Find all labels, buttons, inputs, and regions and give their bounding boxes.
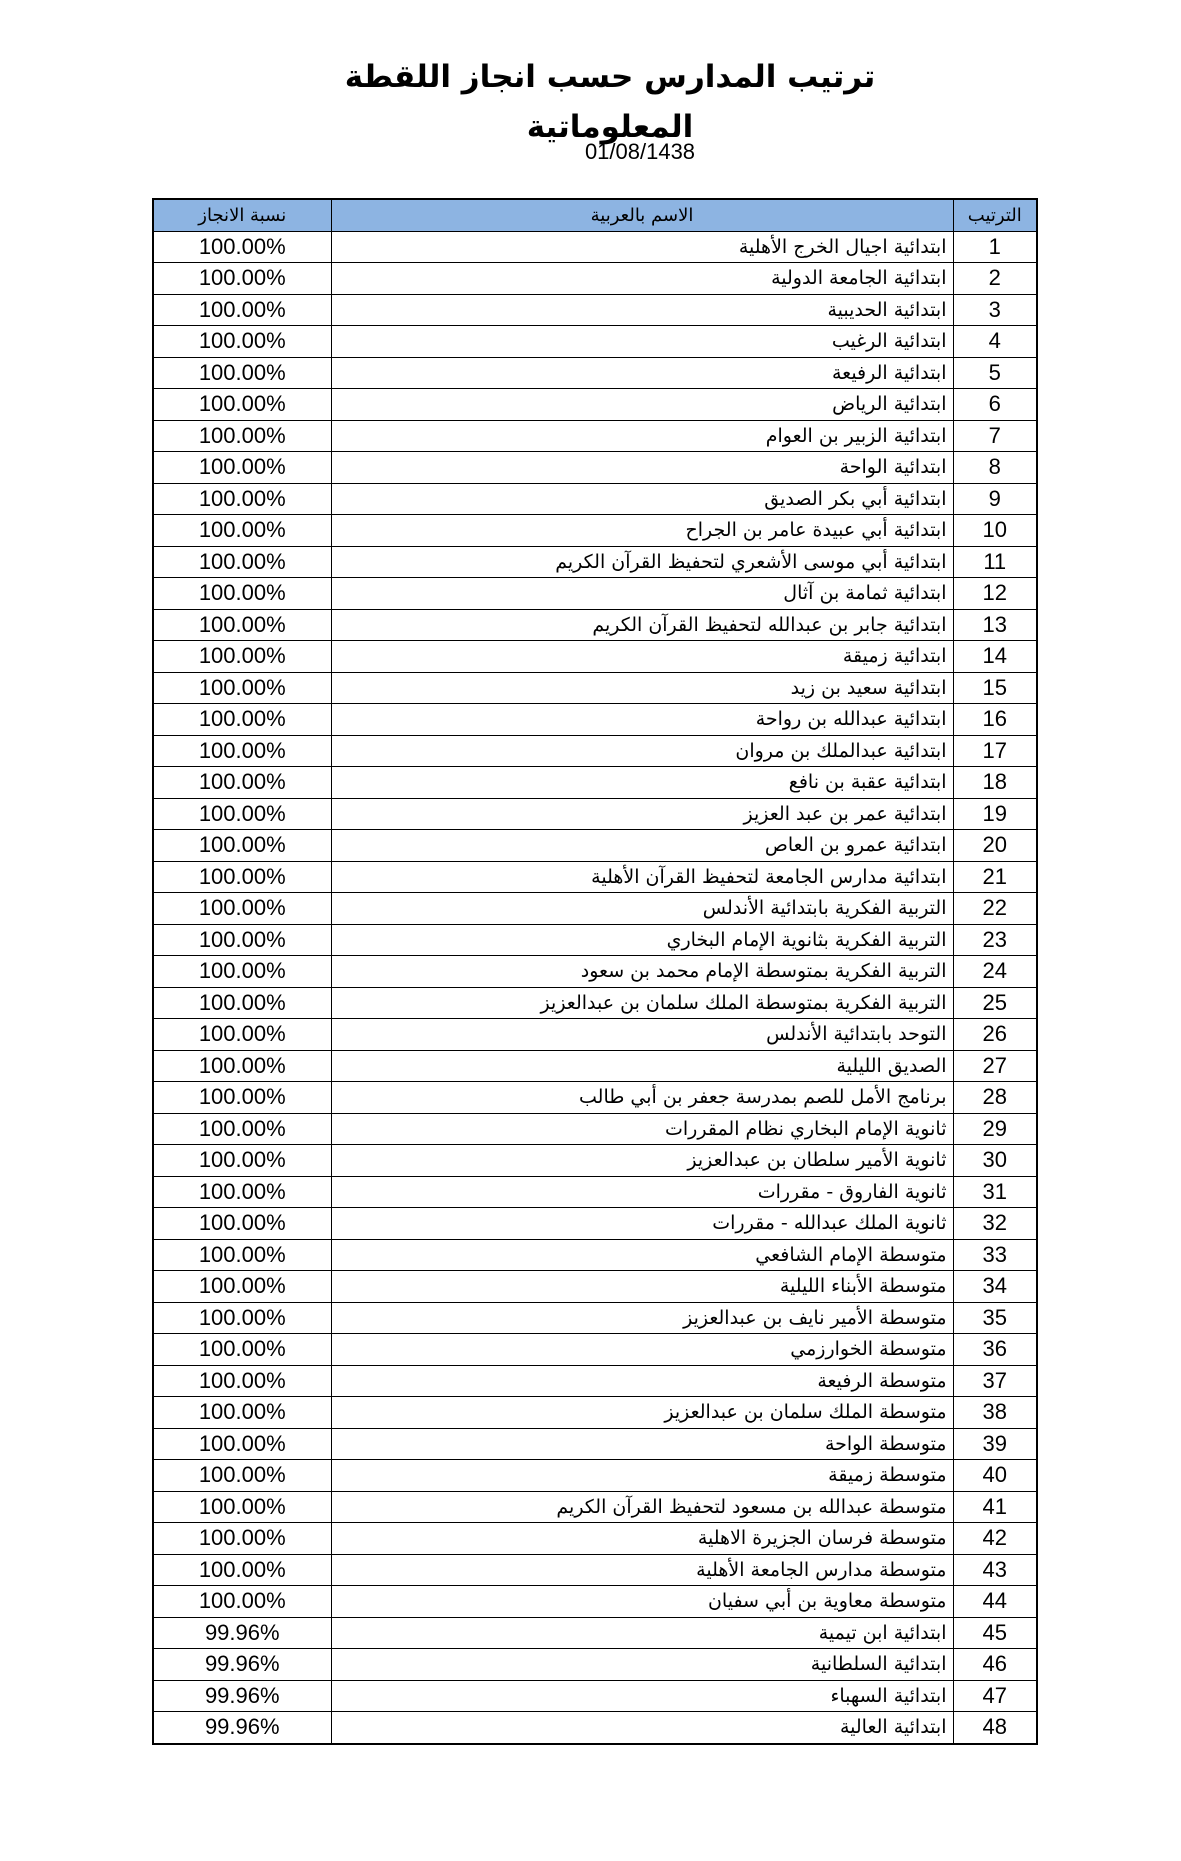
rank-cell: 40	[953, 1460, 1037, 1492]
school-name-cell: التربية الفكرية بابتدائية الأندلس	[331, 893, 953, 925]
rank-cell: 8	[953, 452, 1037, 484]
school-name-cell: متوسطة الرفيعة	[331, 1365, 953, 1397]
rank-cell: 15	[953, 672, 1037, 704]
rank-cell: 23	[953, 924, 1037, 956]
rank-cell: 16	[953, 704, 1037, 736]
report-date: 01/08/1438	[584, 139, 696, 164]
percent-cell: 100.00%	[153, 641, 331, 673]
table-row	[153, 956, 1037, 988]
percent-cell: 100.00%	[153, 1113, 331, 1145]
rank-cell: 3	[953, 294, 1037, 326]
rank-cell: 24	[953, 956, 1037, 988]
rank-cell: 1	[953, 231, 1037, 263]
school-name-cell: ابتدائية الزبير بن العوام	[331, 420, 953, 452]
school-name-cell: متوسطة الخوارزمي	[331, 1334, 953, 1366]
percent-cell: 100.00%	[153, 767, 331, 799]
school-name-cell: ابتدائية السهباء	[331, 1680, 953, 1712]
rank-cell: 47	[953, 1680, 1037, 1712]
percent-cell: 99.96%	[153, 1649, 331, 1681]
percent-cell: 100.00%	[153, 1586, 331, 1618]
percent-cell: 100.00%	[153, 452, 331, 484]
school-name-cell: متوسطة زميقة	[331, 1460, 953, 1492]
percent-cell: 100.00%	[153, 1145, 331, 1177]
table-row	[153, 326, 1037, 358]
table-row	[153, 987, 1037, 1019]
school-name-cell: ابتدائية جابر بن عبدالله لتحفيظ القرآن الكريم	[331, 609, 953, 641]
percent-cell: 100.00%	[153, 546, 331, 578]
percent-cell: 100.00%	[153, 578, 331, 610]
percent-cell: 99.96%	[153, 1712, 331, 1744]
school-name-cell: ابتدائية أبي موسى الأشعري لتحفيظ القرآن الكريم	[331, 546, 953, 578]
table-row	[153, 263, 1037, 295]
table-row	[153, 420, 1037, 452]
rank-cell: 31	[953, 1176, 1037, 1208]
table-row	[153, 578, 1037, 610]
school-name-cell: ابتدائية ثمامة بن آثال	[331, 578, 953, 610]
percent-cell: 100.00%	[153, 704, 331, 736]
ranking-table	[152, 198, 1038, 1745]
percent-cell: 100.00%	[153, 1271, 331, 1303]
school-name-cell: ابتدائية العالية	[331, 1712, 953, 1744]
percent-cell: 100.00%	[153, 515, 331, 547]
school-name-cell: التربية الفكرية بمتوسطة الملك سلمان بن عبدالعزيز	[331, 987, 953, 1019]
school-name-cell: ابتدائية الرغيب	[331, 326, 953, 358]
table-row	[153, 830, 1037, 862]
school-name-cell: ابتدائية مدارس الجامعة لتحفيظ القرآن الأهلية	[331, 861, 953, 893]
table-row	[153, 1050, 1037, 1082]
rank-cell: 21	[953, 861, 1037, 893]
table-row	[153, 1145, 1037, 1177]
table-row	[153, 483, 1037, 515]
rank-cell: 18	[953, 767, 1037, 799]
percent-cell: 100.00%	[153, 956, 331, 988]
table-body	[153, 231, 1037, 1744]
table-row	[153, 1523, 1037, 1555]
rank-cell: 17	[953, 735, 1037, 767]
rank-cell: 2	[953, 263, 1037, 295]
table-row	[153, 1239, 1037, 1271]
percent-cell: 100.00%	[153, 1019, 331, 1051]
school-name-cell: متوسطة الواحة	[331, 1428, 953, 1460]
table-row	[153, 231, 1037, 263]
percent-cell: 100.00%	[153, 263, 331, 295]
school-name-cell: ابتدائية الرفيعة	[331, 357, 953, 389]
table-row	[153, 1491, 1037, 1523]
percent-cell: 100.00%	[153, 389, 331, 421]
school-name-cell: ابتدائية ابن تيمية	[331, 1617, 953, 1649]
rank-cell: 27	[953, 1050, 1037, 1082]
rank-cell: 28	[953, 1082, 1037, 1114]
rank-cell: 46	[953, 1649, 1037, 1681]
table-row	[153, 1176, 1037, 1208]
rank-cell: 25	[953, 987, 1037, 1019]
school-name-cell: التوحد بابتدائية الأندلس	[331, 1019, 953, 1051]
header-rank: الترتيب	[953, 199, 1037, 231]
table-row	[153, 924, 1037, 956]
percent-cell: 100.00%	[153, 1397, 331, 1429]
percent-cell: 100.00%	[153, 483, 331, 515]
percent-cell: 100.00%	[153, 420, 331, 452]
table-row	[153, 672, 1037, 704]
table-row	[153, 1617, 1037, 1649]
rank-cell: 37	[953, 1365, 1037, 1397]
school-name-cell: ثانوية الأمير سلطان بن عبدالعزيز	[331, 1145, 953, 1177]
table-row	[153, 546, 1037, 578]
school-name-cell: متوسطة الأمير نايف بن عبدالعزيز	[331, 1302, 953, 1334]
header-percent: نسبة الانجاز	[153, 199, 331, 231]
school-name-cell: برنامج الأمل للصم بمدرسة جعفر بن أبي طالب	[331, 1082, 953, 1114]
school-name-cell: ابتدائية عبدالله بن رواحة	[331, 704, 953, 736]
rank-cell: 32	[953, 1208, 1037, 1240]
rank-cell: 5	[953, 357, 1037, 389]
table-row	[153, 1554, 1037, 1586]
table-row	[153, 1082, 1037, 1114]
rank-cell: 26	[953, 1019, 1037, 1051]
table-row	[153, 767, 1037, 799]
school-name-cell: ابتدائية عمر بن عبد العزيز	[331, 798, 953, 830]
school-name-cell: ابتدائية سعيد بن زيد	[331, 672, 953, 704]
school-name-cell: متوسطة فرسان الجزيرة الاهلية	[331, 1523, 953, 1555]
percent-cell: 100.00%	[153, 1491, 331, 1523]
rank-cell: 42	[953, 1523, 1037, 1555]
table-row	[153, 609, 1037, 641]
school-name-cell: ابتدائية أبي بكر الصديق	[331, 483, 953, 515]
table-row	[153, 1586, 1037, 1618]
rank-cell: 7	[953, 420, 1037, 452]
rank-cell: 38	[953, 1397, 1037, 1429]
school-name-cell: ابتدائية السلطانية	[331, 1649, 953, 1681]
table-row	[153, 1334, 1037, 1366]
rank-cell: 30	[953, 1145, 1037, 1177]
table-header-row	[153, 199, 1037, 231]
school-name-cell: ابتدائية الرياض	[331, 389, 953, 421]
rank-cell: 39	[953, 1428, 1037, 1460]
percent-cell: 100.00%	[153, 1082, 331, 1114]
percent-cell: 100.00%	[153, 1176, 331, 1208]
table-row	[153, 515, 1037, 547]
percent-cell: 100.00%	[153, 1334, 331, 1366]
table-row	[153, 641, 1037, 673]
table-row	[153, 704, 1037, 736]
school-name-cell: الصديق الليلية	[331, 1050, 953, 1082]
table-row	[153, 1397, 1037, 1429]
table-row	[153, 1428, 1037, 1460]
school-name-cell: ابتدائية الحديبية	[331, 294, 953, 326]
school-name-cell: متوسطة الإمام الشافعي	[331, 1239, 953, 1271]
rank-cell: 14	[953, 641, 1037, 673]
table-row	[153, 1712, 1037, 1744]
school-name-cell: ثانوية الفاروق - مقررات	[331, 1176, 953, 1208]
table-row	[153, 798, 1037, 830]
rank-cell: 35	[953, 1302, 1037, 1334]
rank-cell: 22	[953, 893, 1037, 925]
school-name-cell: ابتدائية الواحة	[331, 452, 953, 484]
percent-cell: 100.00%	[153, 893, 331, 925]
percent-cell: 100.00%	[153, 1208, 331, 1240]
percent-cell: 100.00%	[153, 798, 331, 830]
percent-cell: 100.00%	[153, 735, 331, 767]
school-name-cell: متوسطة معاوية بن أبي سفيان	[331, 1586, 953, 1618]
rank-cell: 43	[953, 1554, 1037, 1586]
school-name-cell: ثانوية الملك عبدالله - مقررات	[331, 1208, 953, 1240]
percent-cell: 100.00%	[153, 1554, 331, 1586]
table-row	[153, 389, 1037, 421]
school-name-cell: متوسطة الملك سلمان بن عبدالعزيز	[331, 1397, 953, 1429]
percent-cell: 99.96%	[153, 1617, 331, 1649]
rank-cell: 4	[953, 326, 1037, 358]
school-name-cell: ابتدائية عبدالملك بن مروان	[331, 735, 953, 767]
rank-cell: 48	[953, 1712, 1037, 1744]
table-row	[153, 1208, 1037, 1240]
rank-cell: 41	[953, 1491, 1037, 1523]
rank-cell: 29	[953, 1113, 1037, 1145]
school-name-cell: التربية الفكرية بثانوية الإمام البخاري	[331, 924, 953, 956]
rank-cell: 19	[953, 798, 1037, 830]
table-row	[153, 1302, 1037, 1334]
percent-cell: 100.00%	[153, 861, 331, 893]
percent-cell: 100.00%	[153, 1239, 331, 1271]
page-title: ترتيب المدارس حسب انجاز اللقطة المعلوماتية	[344, 59, 876, 145]
table-row	[153, 1113, 1037, 1145]
percent-cell: 100.00%	[153, 1460, 331, 1492]
table-row	[153, 1019, 1037, 1051]
percent-cell: 100.00%	[153, 294, 331, 326]
rank-cell: 13	[953, 609, 1037, 641]
school-name-cell: متوسطة عبدالله بن مسعود لتحفيظ القرآن الكريم	[331, 1491, 953, 1523]
school-name-cell: متوسطة مدارس الجامعة الأهلية	[331, 1554, 953, 1586]
table-row	[153, 1460, 1037, 1492]
rank-cell: 34	[953, 1271, 1037, 1303]
school-name-cell: ابتدائية اجيال الخرج الأهلية	[331, 231, 953, 263]
rank-cell: 12	[953, 578, 1037, 610]
percent-cell: 100.00%	[153, 987, 331, 1019]
school-name-cell: ثانوية الإمام البخاري نظام المقررات	[331, 1113, 953, 1145]
table-row	[153, 1271, 1037, 1303]
table-row	[153, 1365, 1037, 1397]
rank-cell: 6	[953, 389, 1037, 421]
percent-cell: 100.00%	[153, 326, 331, 358]
percent-cell: 100.00%	[153, 1365, 331, 1397]
school-name-cell: التربية الفكرية بمتوسطة الإمام محمد بن سعود	[331, 956, 953, 988]
rank-cell: 36	[953, 1334, 1037, 1366]
header-name: الاسم بالعربية	[331, 199, 953, 231]
rank-cell: 20	[953, 830, 1037, 862]
table-row	[153, 452, 1037, 484]
rank-cell: 10	[953, 515, 1037, 547]
school-name-cell: ابتدائية أبي عبيدة عامر بن الجراح	[331, 515, 953, 547]
table-row	[153, 735, 1037, 767]
percent-cell: 100.00%	[153, 231, 331, 263]
rank-cell: 44	[953, 1586, 1037, 1618]
percent-cell: 100.00%	[153, 1302, 331, 1334]
school-name-cell: ابتدائية عقبة بن نافع	[331, 767, 953, 799]
percent-cell: 99.96%	[153, 1680, 331, 1712]
percent-cell: 100.00%	[153, 1428, 331, 1460]
school-name-cell: ابتدائية عمرو بن العاص	[331, 830, 953, 862]
table-row	[153, 357, 1037, 389]
rank-cell: 33	[953, 1239, 1037, 1271]
rank-cell: 45	[953, 1617, 1037, 1649]
school-name-cell: ابتدائية زميقة	[331, 641, 953, 673]
percent-cell: 100.00%	[153, 924, 331, 956]
percent-cell: 100.00%	[153, 672, 331, 704]
percent-cell: 100.00%	[153, 1523, 331, 1555]
table-row	[153, 861, 1037, 893]
table-row	[153, 1680, 1037, 1712]
table-row	[153, 294, 1037, 326]
school-name-cell: ابتدائية الجامعة الدولية	[331, 263, 953, 295]
rank-cell: 11	[953, 546, 1037, 578]
school-name-cell: متوسطة الأبناء الليلية	[331, 1271, 953, 1303]
table-row	[153, 1649, 1037, 1681]
table-row	[153, 893, 1037, 925]
percent-cell: 100.00%	[153, 609, 331, 641]
percent-cell: 100.00%	[153, 1050, 331, 1082]
percent-cell: 100.00%	[153, 830, 331, 862]
percent-cell: 100.00%	[153, 357, 331, 389]
rank-cell: 9	[953, 483, 1037, 515]
